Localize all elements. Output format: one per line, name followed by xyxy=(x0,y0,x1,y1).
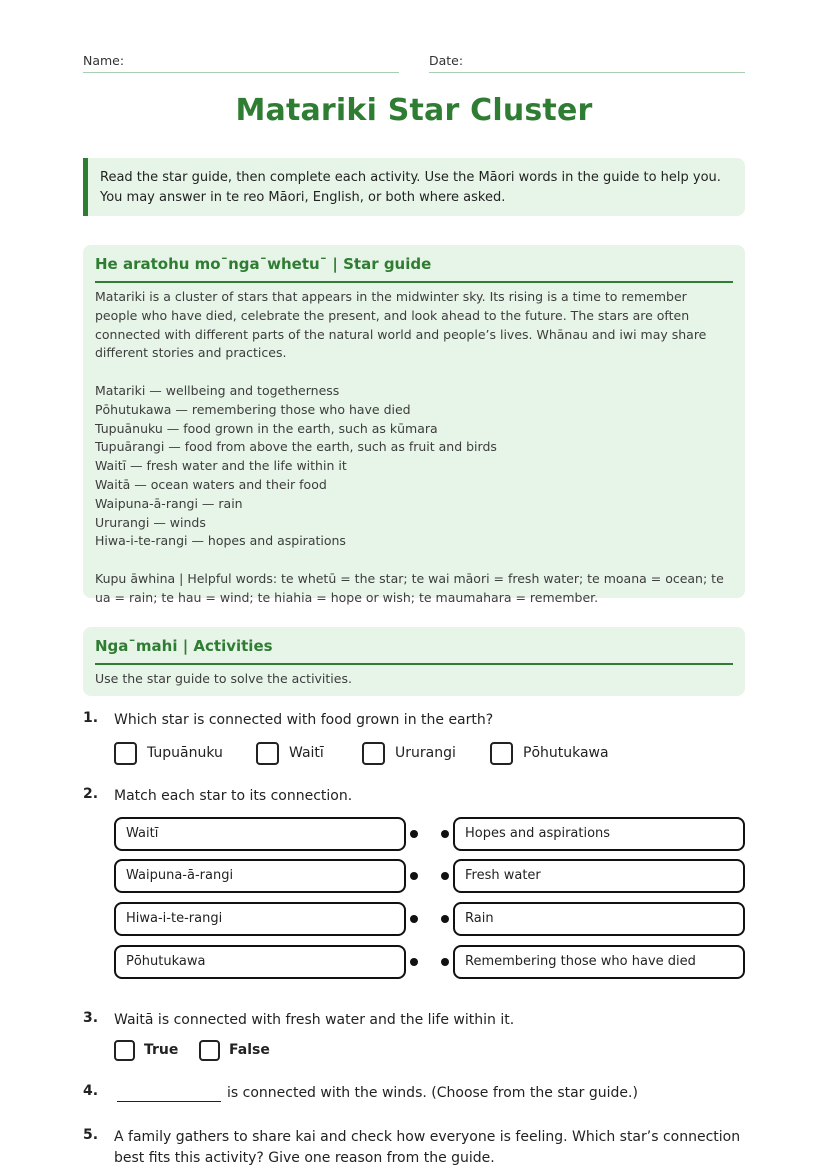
checkbox-icon[interactable] xyxy=(114,742,137,765)
star-entry: Waipuna-ā-rangi — rain xyxy=(95,495,243,511)
option-label: Waitī xyxy=(289,745,324,761)
star-entry: Ururangi — winds xyxy=(95,514,206,530)
q1-option-tupuanuku[interactable] xyxy=(114,741,223,765)
name-label: Name: xyxy=(83,53,125,68)
match-dot-left[interactable] xyxy=(410,915,418,923)
question-text-1: Which star is connected with food grown in the earth? xyxy=(114,712,494,728)
checkbox-icon[interactable] xyxy=(199,1040,220,1061)
instructions-text: Read the star guide, then complete each activity. Use the Māori words in the guide to help you. You may answer in te reo Māori, English, or both where asked. xyxy=(100,170,721,205)
star-entry: Matariki — wellbeing and togetherness xyxy=(95,382,340,398)
question-number-2: 2. xyxy=(83,786,99,802)
q1-option-ururangi[interactable] xyxy=(362,741,456,765)
checkbox-icon[interactable] xyxy=(256,742,279,765)
q3-false-option[interactable] xyxy=(199,1039,270,1061)
question-number-4: 4. xyxy=(83,1083,99,1099)
question-number-3: 3. xyxy=(83,1010,99,1026)
match-dot-left[interactable] xyxy=(410,830,418,838)
guide-paragraph: Matariki is a cluster of stars that appears in the midwinter sky. Its rising is a time to remember people who have died, celebrate the present, and look ahead to the future. The stars are often connected with different parts of the natural world and people’s lives. Whānau and iwi may share different stories and practices. xyxy=(95,289,707,361)
activities-heading: Nga¯mahi | Activities xyxy=(95,627,733,665)
star-entry: Waitī — fresh water and the life within it xyxy=(95,458,347,474)
star-entry: Tupuānuku — food grown in the earth, such as kūmara xyxy=(95,420,438,436)
match-dot-right[interactable] xyxy=(441,872,449,880)
checkbox-icon[interactable] xyxy=(490,742,513,765)
match-dot-right[interactable] xyxy=(441,830,449,838)
q1-option-waiti[interactable] xyxy=(256,741,324,765)
question-text-5: A family gathers to share kai and check how everyone is feeling. Which star’s connection best fits this activity? Give one reason from the guide. xyxy=(114,1129,741,1166)
question-text-2: Match each star to its connection. xyxy=(114,788,353,804)
match-right-item[interactable]: Hopes and aspirations xyxy=(453,817,745,851)
true-label: True xyxy=(144,1042,179,1058)
option-label: Tupuānuku xyxy=(147,745,223,761)
activities-subtitle: Use the star guide to solve the activities. xyxy=(95,671,352,686)
question-text-3: Waitā is connected with fresh water and the life within it. xyxy=(114,1012,515,1028)
match-right-item[interactable]: Remembering those who have died xyxy=(453,945,745,979)
match-dot-left[interactable] xyxy=(410,958,418,966)
match-dot-right[interactable] xyxy=(441,958,449,966)
star-entry: Waitā — ocean waters and their food xyxy=(95,476,327,492)
match-left-item[interactable]: Pōhutukawa xyxy=(114,945,406,979)
date-label: Date: xyxy=(429,53,464,68)
match-right-item[interactable]: Rain xyxy=(453,902,745,936)
q3-true-option[interactable] xyxy=(114,1039,178,1061)
date-field[interactable] xyxy=(429,50,745,73)
question-text-4: is connected with the winds. (Choose from the star guide.) xyxy=(227,1085,638,1101)
star-guide-panel xyxy=(83,245,745,605)
checkbox-icon[interactable] xyxy=(362,742,385,765)
option-label: Pōhutukawa xyxy=(523,745,609,761)
star-entry: Tupuārangi — food from above the earth, such as fruit and birds xyxy=(95,439,497,455)
helpful-words: Kupu āwhina | Helpful words: te whetū = the star; te wai māori = fresh water; te moana = ocean; te ua = rain; te hau = wind; te hiahia = hope or wish; te maumahara = remember. xyxy=(95,570,724,605)
activities-panel xyxy=(83,627,745,696)
question-number-1: 1. xyxy=(83,710,99,726)
match-dot-right[interactable] xyxy=(441,915,449,923)
match-left-item[interactable]: Hiwa-i-te-rangi xyxy=(114,902,406,936)
match-left-item[interactable]: Waitī xyxy=(114,817,406,851)
header-fields xyxy=(83,50,745,74)
match-left-item[interactable]: Waipuna-ā-rangi xyxy=(114,859,406,893)
star-guide-body xyxy=(95,283,733,608)
star-entry: Pōhutukawa — remembering those who have died xyxy=(95,401,411,417)
option-label: Ururangi xyxy=(395,745,456,761)
match-right-item[interactable]: Fresh water xyxy=(453,859,745,893)
match-dot-left[interactable] xyxy=(410,872,418,880)
instructions-callout xyxy=(83,158,745,216)
page-title: Matariki Star Cluster xyxy=(235,93,593,128)
name-field[interactable] xyxy=(83,50,399,73)
q1-option-pohutukawa[interactable] xyxy=(490,741,609,765)
checkbox-icon[interactable] xyxy=(114,1040,135,1061)
star-entry: Hiwa-i-te-rangi — hopes and aspirations xyxy=(95,533,346,549)
false-label: False xyxy=(229,1042,270,1058)
question-number-5: 5. xyxy=(83,1127,99,1143)
star-guide-heading: He aratohu mo¯nga¯whetu¯ | Star guide xyxy=(95,245,733,283)
answer-blank[interactable] xyxy=(117,1083,221,1102)
